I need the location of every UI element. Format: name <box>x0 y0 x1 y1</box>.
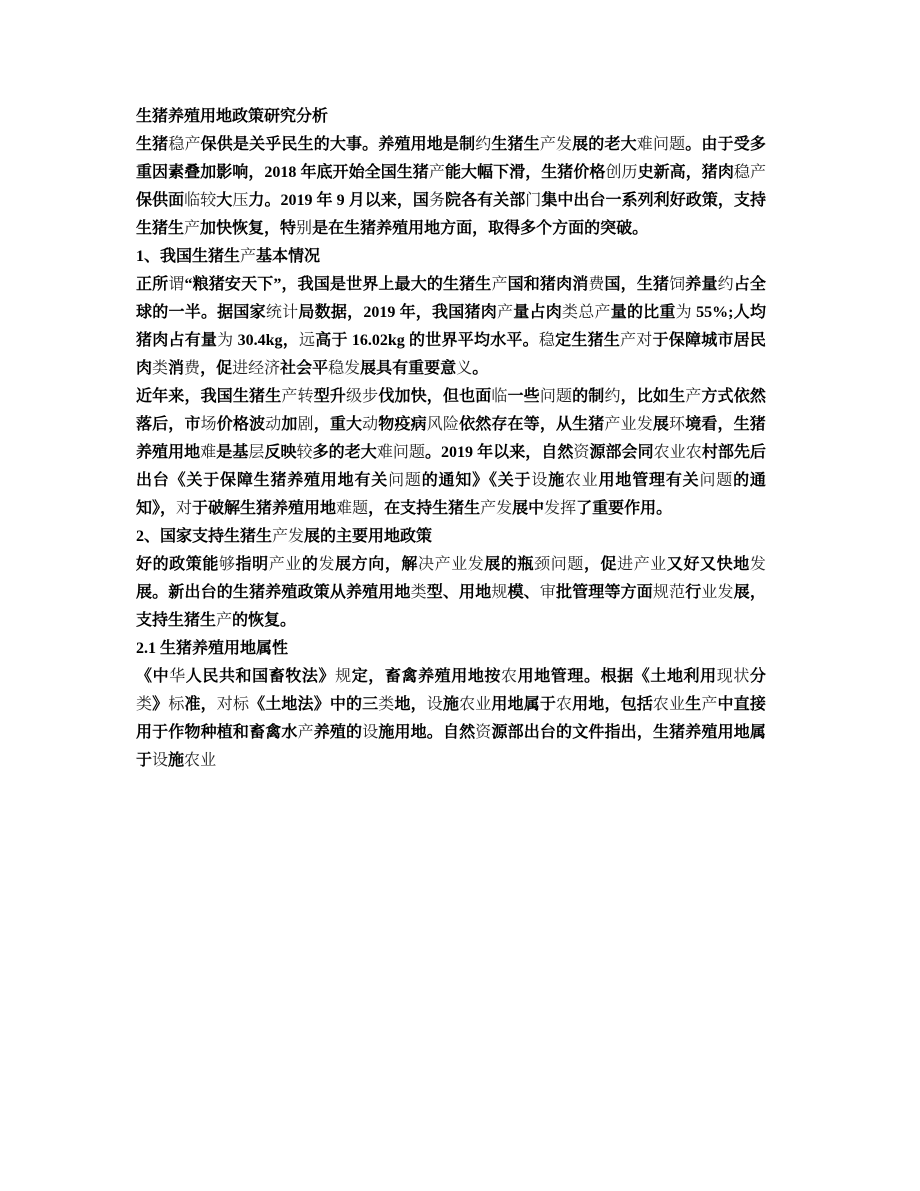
fallback-glyph: 范 <box>669 584 686 601</box>
fallback-glyph: 决 <box>418 556 435 573</box>
fallback-glyph: 级 <box>346 388 363 405</box>
fallback-glyph: 产 <box>434 556 452 573</box>
fallback-glyph: 标 <box>168 696 185 713</box>
fallback-glyph: 临 <box>184 192 201 209</box>
document-title: 生猪养殖用地政策研究分析 <box>136 108 329 125</box>
fallback-glyph: 产 <box>491 276 508 293</box>
fallback-glyph: 业 <box>475 696 492 713</box>
fallback-glyph: 转 <box>297 388 314 405</box>
section-1-paragraph-1: 正所谓“粮猪安天下”，我国是世界上最大的生猪生产国和猪肉消费国，生猪饲养量约占全球的一半。据国家统计局数据，2019 年，我国猪肉产量占肉类总产量的比重为 55%;人均猪肉占有量为 30.4kg，远高于 16.02kg 的世界平均水平。稳定生猪生产对于保障城市居民肉类消费，促进经济社会平稳发展具有重要意义。 <box>136 276 766 377</box>
section-2-heading: 2、国家支持生猪生产发展的主要用地政策 <box>136 528 433 545</box>
fallback-glyph: 发 <box>344 360 361 377</box>
fallback-glyph: 动 <box>362 416 379 433</box>
fallback-glyph: 资 <box>573 444 590 461</box>
fallback-glyph: 发 <box>749 556 766 573</box>
fallback-glyph: 难 <box>336 500 353 517</box>
fallback-glyph: 问 <box>392 444 409 461</box>
fallback-glyph: 标 <box>232 696 250 713</box>
fallback-glyph: 费 <box>588 276 605 293</box>
fallback-glyph: 发 <box>496 500 513 517</box>
fallback-glyph: 发 <box>636 416 653 433</box>
fallback-glyph: 问 <box>652 136 670 153</box>
fallback-glyph: 规 <box>335 668 352 685</box>
fallback-glyph: 产 <box>281 388 298 405</box>
fallback-glyph: 济 <box>264 360 281 377</box>
fallback-glyph: 场 <box>200 416 217 433</box>
fallback-glyph: 对 <box>216 696 233 713</box>
fallback-glyph: 难 <box>376 444 393 461</box>
fallback-glyph: 题 <box>669 136 686 153</box>
fallback-glyph: 稳 <box>733 164 750 181</box>
fallback-glyph: 难 <box>200 444 217 461</box>
fallback-glyph: 产 <box>268 556 286 573</box>
fallback-glyph: 业 <box>669 696 686 713</box>
fallback-glyph: 够 <box>218 556 236 573</box>
fallback-glyph: 稳 <box>168 136 185 153</box>
fallback-glyph: 发 <box>318 556 336 573</box>
fallback-glyph: 临 <box>491 388 508 405</box>
fallback-glyph: 规 <box>652 584 670 601</box>
fallback-glyph: 统 <box>265 304 283 321</box>
section-1-heading: 1、我国生猪生产基本情况 <box>136 248 321 265</box>
fallback-glyph: 农 <box>564 472 582 489</box>
fallback-glyph: 设 <box>531 472 549 489</box>
fallback-glyph: 约 <box>604 388 621 405</box>
fallback-glyph: 挥 <box>560 500 577 517</box>
fallback-glyph: 远 <box>298 332 316 349</box>
fallback-glyph: 业 <box>701 584 718 601</box>
fallback-glyph: 类 <box>410 584 427 601</box>
fallback-glyph: 业 <box>650 556 667 573</box>
fallback-glyph: 步 <box>362 388 379 405</box>
fallback-glyph: 问 <box>388 472 405 489</box>
fallback-glyph: 颈 <box>534 556 551 573</box>
fallback-glyph: 动 <box>265 416 282 433</box>
fallback-glyph: 类 <box>378 696 395 713</box>
fallback-glyph: 设 <box>152 752 169 769</box>
fallback-glyph: 义 <box>456 360 473 377</box>
fallback-glyph: 产 <box>216 612 233 629</box>
fallback-glyph: 发 <box>544 500 561 517</box>
section-2-1-heading: 2.1 生猪养殖用地属性 <box>136 640 289 657</box>
fallback-glyph: 发 <box>467 556 485 573</box>
fallback-glyph: 题 <box>567 556 584 573</box>
fallback-glyph: 约 <box>717 276 734 293</box>
fallback-glyph: 华 <box>169 668 186 685</box>
fallback-glyph: 题 <box>408 444 425 461</box>
fallback-glyph: 产 <box>480 500 497 517</box>
fallback-glyph: 设 <box>426 696 443 713</box>
fallback-glyph: 审 <box>539 584 556 601</box>
fallback-glyph: 计 <box>282 304 299 321</box>
fallback-glyph: 创 <box>605 164 622 181</box>
fallback-glyph: 题 <box>716 472 734 489</box>
fallback-glyph: 别 <box>296 220 313 237</box>
fallback-glyph: 险 <box>442 416 460 433</box>
fallback-glyph: 对 <box>176 500 193 517</box>
fallback-glyph: 产 <box>620 332 637 349</box>
fallback-glyph: 农 <box>556 696 573 713</box>
fallback-glyph: 产 <box>685 388 702 405</box>
fallback-glyph: 层 <box>248 444 265 461</box>
fallback-glyph: 农 <box>501 668 518 685</box>
document-body <box>136 131 766 775</box>
fallback-glyph: 产 <box>539 136 556 153</box>
fallback-glyph: 类 <box>136 696 153 713</box>
fallback-glyph: 约 <box>475 136 492 153</box>
fallback-glyph: 产 <box>184 136 201 153</box>
fallback-glyph: 费 <box>184 360 201 377</box>
fallback-glyph: 谓 <box>168 276 185 293</box>
fallback-glyph: 历 <box>621 164 638 181</box>
fallback-glyph: 业 <box>620 416 637 433</box>
fallback-glyph: 业 <box>581 472 599 489</box>
fallback-glyph: 农 <box>459 696 476 713</box>
fallback-glyph: 稳 <box>538 332 556 349</box>
fallback-glyph: 较 <box>200 192 217 209</box>
fallback-glyph: 产 <box>496 304 514 321</box>
fallback-glyph: 产 <box>633 556 651 573</box>
fallback-glyph: 产 <box>701 696 718 713</box>
fallback-glyph: 发 <box>717 584 734 601</box>
fallback-glyph: 业 <box>669 444 686 461</box>
fallback-glyph: 产 <box>240 248 257 265</box>
section-1-paragraph-2: 近年来，我国生猪生产转型升级步伐加快，但也面临一些问题的制约，比如生产方式依然落后，市场价格波动加剧，重大动物疫病风险依然存在等，从生猪产业发展环境看，生猪养殖用地难是基层反映较多的老大难问题。2019 年以来，自然资源部会同农业农村部先后出台《关于保障生猪养殖用地有关问题的通知》《关于设施农业用地管理有关问题的通知》，对于破解生猪养殖用地难题，在支持生猪生产发展中发挥了重要作用。 <box>136 388 766 517</box>
fallback-glyph: 门 <box>525 192 542 209</box>
fallback-glyph: 类 <box>561 304 579 321</box>
fallback-glyph: 为 <box>217 332 234 349</box>
fallback-glyph: 发 <box>288 528 305 545</box>
fallback-glyph: 饲 <box>669 276 686 293</box>
fallback-glyph: 题 <box>352 500 369 517</box>
fallback-glyph: 产 <box>272 528 289 545</box>
fallback-glyph: 设 <box>362 724 379 741</box>
fallback-glyph: 产 <box>749 164 766 181</box>
fallback-glyph: 农 <box>652 696 670 713</box>
fallback-glyph: 农 <box>184 752 201 769</box>
intro-paragraph: 生猪稳产保供是关乎民生的大事。养殖用地是制约生猪生产发展的老大难问题。由于受多重因素叠加影响，2018 年底开始全国生猪产能大幅下滑，生猪价格创历史新高，猪肉稳产保供面临较大压力。2019 年 9 月以来，国务院各有关部门集中出台一系列利好政策，支持生猪生产加快恢复，特别是在生猪养殖用地方面，取得多个方面的突破。 <box>136 136 766 237</box>
section-2-paragraph: 好的政策能够指明产业的发展方向，解决产业发展的瓶颈问题，促进产业又好又快地发展。新出台的生猪养殖政策从养殖用地类型、用地规模、审批管理等方面规范行业发展，支持生猪生产的恢复。 <box>136 556 766 629</box>
fallback-glyph: 问 <box>699 472 717 489</box>
fallback-glyph: 题 <box>556 388 573 405</box>
fallback-glyph: 较 <box>296 444 313 461</box>
fallback-glyph: 业 <box>285 556 302 573</box>
fallback-glyph: 务 <box>428 192 446 209</box>
fallback-glyph: 现 <box>716 668 734 685</box>
fallback-glyph: 为 <box>675 304 692 321</box>
fallback-glyph: 压 <box>232 192 249 209</box>
fallback-glyph: 题 <box>404 472 422 489</box>
fallback-glyph: 问 <box>550 556 568 573</box>
fallback-glyph: 剧 <box>297 416 314 433</box>
fallback-glyph: 农 <box>653 444 670 461</box>
fallback-glyph: 产 <box>428 164 445 181</box>
section-2-1-paragraph: 《中华人民共和国畜牧法》规定，畜禽养殖用地按农用地管理。根据《土地利用现状分类》标准，对标《土地法》中的三类地，设施农业用地属于农用地，包括农业生产中直接用于作物种植和畜禽水产养殖的设施用地。自然资源部出台的文件指出，生猪养殖用地属于设施农业 <box>136 668 766 769</box>
fallback-glyph: 产 <box>604 416 621 433</box>
fallback-glyph: 规 <box>491 584 508 601</box>
fallback-glyph: 业 <box>451 556 468 573</box>
fallback-glyph: 进 <box>617 556 634 573</box>
fallback-glyph: 状 <box>733 668 750 685</box>
fallback-glyph: 问 <box>539 388 556 405</box>
fallback-glyph: 发 <box>556 136 573 153</box>
fallback-glyph: 环 <box>669 416 686 433</box>
fallback-glyph: 农 <box>685 444 702 461</box>
fallback-glyph: 产 <box>184 220 201 237</box>
fallback-glyph: 产 <box>297 724 314 741</box>
fallback-glyph: 业 <box>200 752 217 769</box>
fallback-glyph: 稳 <box>328 360 345 377</box>
fallback-glyph: 进 <box>232 360 249 377</box>
fallback-glyph: 对 <box>636 332 653 349</box>
fallback-glyph: 难 <box>636 136 653 153</box>
fallback-glyph: 资 <box>475 724 492 741</box>
fallback-glyph: 经 <box>248 360 265 377</box>
fallback-glyph: 产 <box>594 304 611 321</box>
fallback-glyph: 风 <box>426 416 443 433</box>
fallback-glyph: 类 <box>152 360 169 377</box>
fallback-glyph: 总 <box>578 304 595 321</box>
